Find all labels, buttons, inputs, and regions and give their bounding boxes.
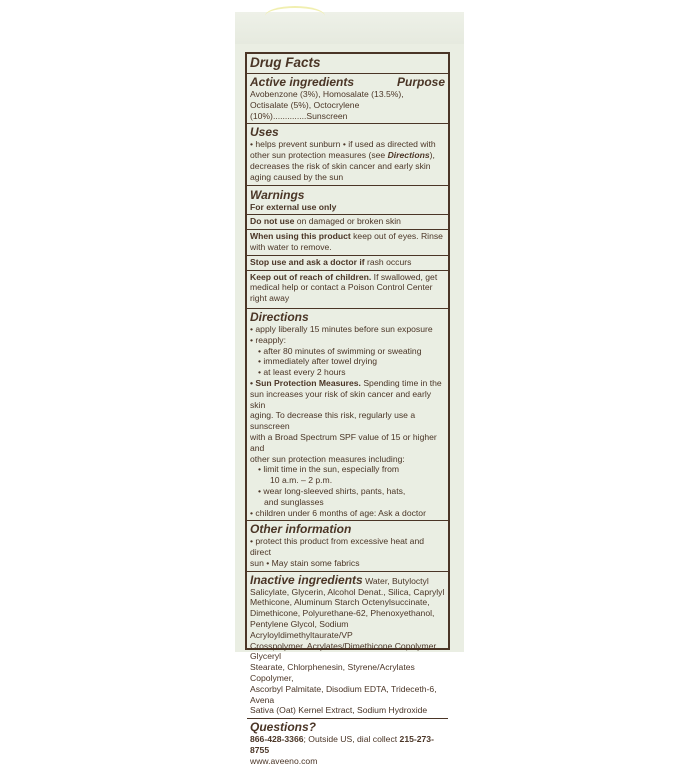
direction-subitem: • wear long-sleeved shirts, pants, hats, <box>258 485 406 496</box>
uses-line-2: other sun protection measures (see Directions), <box>250 150 435 161</box>
purpose-value: Sunscreen <box>306 110 348 121</box>
direction-text: aging. To decrease this risk, regularly use a sunscreen <box>250 410 416 432</box>
direction-text: with a Broad Spectrum SPF value of 15 or higher and <box>250 431 437 453</box>
other-information-line-1: • protect this product from excessive heat and direct <box>250 536 425 558</box>
stop-use-warning: Stop use and ask a doctor if rash occurs <box>247 256 448 271</box>
other-information-section <box>247 521 448 571</box>
directions-heading: Directions <box>250 309 309 324</box>
external-use-only: For external use only <box>250 201 337 212</box>
inactive-ingredients-line-1: Inactive ingredients Water, Butyloctyl <box>250 572 429 587</box>
inactive-ingredients-section <box>247 572 448 720</box>
drug-facts-title: Drug Facts <box>250 55 321 70</box>
active-ingredients-line-1: Avobenzone (3%), Homosalate (13.5%), <box>250 89 404 99</box>
keep-out-of-reach-warning: Keep out of reach of children. If swallowed, get medical help or contact a Poison Control Center right away <box>250 271 438 304</box>
inactive-ingredients-line: Methicone, Aluminum Starch Octenylsuccinate, <box>250 597 430 608</box>
active-ingredients-line-2: Octisalate (5%), Octocrylene (10%)..............Sunscreen <box>250 99 360 121</box>
uses-line-1: • helps prevent sunburn • if used as directed with <box>250 139 436 150</box>
direction-subitem: • after 80 minutes of swimming or sweating <box>258 345 422 356</box>
website-url: www.aveeno.com <box>250 755 318 766</box>
direction-subitem: 10 a.m. – 2 p.m. <box>270 475 333 486</box>
direction-subitem: and sunglasses <box>264 496 324 507</box>
purpose-heading: Purpose <box>396 75 445 89</box>
inactive-ingredients-heading: Inactive ingredients <box>250 572 363 587</box>
uses-line-3: decreases the risk of skin cancer and early skin <box>250 160 431 171</box>
direction-subitem: • immediately after towel drying <box>258 356 378 367</box>
questions-phone-line: 866-428-3366; Outside US, dial collect 215-273-8755 <box>250 734 434 756</box>
warnings-heading: Warnings <box>250 187 305 202</box>
questions-heading: Questions? <box>250 720 317 735</box>
when-using-warning: When using this product keep out of eyes. Rinse with water to remove. <box>247 230 448 256</box>
flap-curve-decoration <box>265 6 325 26</box>
direction-item: • children under 6 months of age: Ask a doctor <box>250 507 426 518</box>
warnings-header <box>247 187 448 216</box>
direction-subitem: • at least every 2 hours <box>258 367 346 378</box>
box-top-flap <box>235 12 464 44</box>
uses-section <box>247 124 448 185</box>
inactive-ingredients-line: Salicylate, Glycerin, Alcohol Denat., Silica, Caprylyl <box>250 586 445 597</box>
do-not-use-warning: Do not use on damaged or broken skin <box>247 215 448 230</box>
other-information-line-2: sun • May stain some fabrics <box>250 557 360 568</box>
drug-facts-title-section <box>247 54 448 74</box>
direction-item: • apply liberally 15 minutes before sun exposure <box>250 323 433 334</box>
active-ingredients-section <box>247 74 448 124</box>
inactive-ingredients-line: Dimethicone, Polyurethane-62, Phenoxyethanol, <box>250 608 435 619</box>
directions-section <box>247 309 448 521</box>
direction-text: sun increases your risk of skin cancer and early skin <box>250 388 432 410</box>
us-phone-number: 866-428-3366 <box>250 734 304 745</box>
warnings-section <box>247 186 448 309</box>
inactive-ingredients-line: Stearate, Chlorphenesin, Styrene/Acrylates Copolymer, <box>250 662 415 684</box>
uses-heading: Uses <box>250 125 279 140</box>
uses-line-4: aging caused by the sun <box>250 171 344 182</box>
direction-text: other sun protection measures including: <box>250 453 405 464</box>
inactive-ingredients-line: Crosspolymer, Acrylates/Dimethicone Copolymer, Glyceryl <box>250 640 439 662</box>
drug-facts-panel <box>245 52 450 766</box>
inactive-ingredients-line: Ascorbyl Palmitate, Disodium EDTA, Trideceth-6, Avena <box>250 683 437 705</box>
active-ingredients-heading: Active ingredients <box>250 75 355 89</box>
direction-subitem: • limit time in the sun, especially from <box>258 464 400 475</box>
active-ingredients-header <box>250 75 445 89</box>
inactive-ingredients-line: Sativa (Oat) Kernel Extract, Sodium Hydroxide <box>250 705 428 716</box>
questions-section <box>247 719 448 768</box>
other-information-heading: Other information <box>250 522 352 537</box>
sun-protection-measures: • Sun Protection Measures. Spending time in the <box>250 377 442 388</box>
direction-item: • reapply: <box>250 334 286 345</box>
product-box <box>235 12 464 766</box>
intl-phone-number: 215-273-8755 <box>250 734 434 756</box>
inactive-ingredients-line: Pentylene Glycol, Sodium Acryloyldimethyltaurate/VP <box>250 619 353 640</box>
